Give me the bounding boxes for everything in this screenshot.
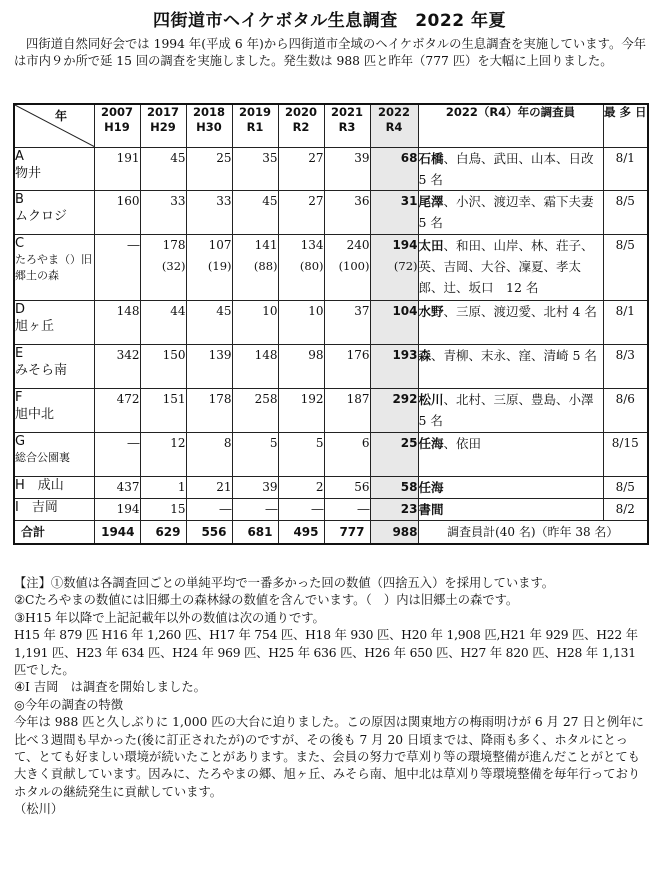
best-day-cell: 8/2 [603,499,648,521]
count-cell: 342 [94,345,140,389]
total-cell: 556 [186,521,232,545]
site-name: ムクロジ [15,209,68,224]
best-day-cell: 8/5 [603,191,648,235]
year-header: 2021 R3 [324,104,370,148]
count-cell: 148 [94,301,140,345]
site-cell [14,235,94,301]
old-forest-count: (19) [207,259,232,273]
members-header: 2022（R4）年の調査員 [418,104,603,148]
count-cell: 187 [324,389,370,433]
table-row [14,148,648,191]
site-cell [14,477,94,499]
site-cell [14,301,94,345]
count-cell: 27 [278,148,324,191]
count-cell: ― [94,433,140,477]
document-title: 四街道市ヘイケボタル生息調査 2022 年夏 [153,11,506,31]
members-cell [418,148,607,191]
members-cell [418,499,603,521]
team-members: 、依田 [443,436,482,451]
site-name: 旭中北 [15,407,55,422]
count-cell: 25 [186,148,232,191]
intro-paragraph: 四街道自然同好会では 1994 年(平成 6 年)から四街道市全域のヘイケボタルの生息調査を実施しています。今年は市内９か所で延 15 回の調査を実施しました。発生数は 988 匹と昨年（777 匹）を大幅に上回りました。 [14,37,646,69]
count-cell-2022: 194 (72) [370,235,418,301]
year-header: 2020 R2 [278,104,324,148]
count-cell: 5 [278,433,324,477]
count-cell: 10 [278,301,324,345]
old-forest-count: (100) [338,259,370,273]
site-cell [14,148,94,191]
site-code: G [15,434,26,449]
table-row [14,499,648,521]
count-cell: 176 [324,345,370,389]
count-cell-2022: 31 [370,191,418,235]
team-leader: 水野 [418,304,444,319]
count-cell: ― [324,499,370,521]
total-cell: 629 [140,521,186,545]
features-heading: ◎今年の調査の特徴 [14,697,124,712]
count-cell: ― [186,499,232,521]
count-cell: 36 [324,191,370,235]
site-code: D [15,302,26,317]
count-cell: 12 [140,433,186,477]
total-cell: 777 [324,521,370,545]
count-cell: 2 [278,477,324,499]
site-cell [14,191,94,235]
count-cell: 151 [140,389,186,433]
count-cell: 44 [140,301,186,345]
count-cell: ― [232,499,278,521]
site-code: A [15,149,24,164]
count-cell: 15 [140,499,186,521]
site-cell [14,345,94,389]
count-cell-2022: 58 [370,477,418,499]
team-leader: 松川 [418,392,444,407]
count-cell: 240 (100) [324,235,370,301]
count-cell: 141 (88) [232,235,278,301]
total-cell: 495 [278,521,324,545]
count-cell: 45 [186,301,232,345]
site-name: 吉岡 [31,500,58,515]
total-label: 合計 [14,521,94,545]
site-cell [14,499,94,521]
best-day-cell: 8/3 [603,345,648,389]
corner-cell [14,104,94,148]
count-cell-2022: 193 [370,345,418,389]
team-members: 、白鳥、武田、山本、日改 5 名 [418,151,607,187]
total-row [14,521,648,545]
notes-section [14,575,646,819]
count-cell: 1 [140,477,186,499]
count-cell: 45 [232,191,278,235]
count-cell: 178 (32) [140,235,186,301]
count-cell: 194 [94,499,140,521]
site-code: H [15,478,25,493]
count-cell: 192 [278,389,324,433]
count-cell: 35 [232,148,278,191]
note-1: 【注】①数値は各調査回ごとの単純平均で一番多かった回の数値（四捨五入）を採用しています。 [14,576,555,590]
site-cell [14,389,94,433]
site-code: F [15,390,23,405]
count-cell: ― [94,235,140,301]
count-cell-2022: 68 [370,148,418,191]
members-cell [418,477,603,499]
team-leader: 書間 [418,502,444,517]
members-cell [418,389,607,433]
old-forest-count: (80) [299,259,324,273]
team-leader: 任海 [418,436,444,451]
team-leader: 石橋 [418,151,444,166]
count-cell-2022: 292 [370,389,418,433]
members-cell [418,433,603,477]
best-day-header: 最 多 日 [603,104,648,148]
features-paragraph: 今年は 988 匹と久しぶりに 1,000 匹の大台に迫りました。この原因は関東地方の梅雨明けが 6 月 27 日と例年に比べ３週間も早かった(後に訂正されたが)のですが、その後も 7 月 20 日頃までは、降雨も多く、ホタルにとって、とても好ましい環境が続いたことがあります。また、会員の努力で草刈り等の環境整備が進んだことがとても大きく貢献しています。因みに、たろやまの郷、旭ヶ丘、みそら南、旭中北は草刈り等環境整備を毎年行っておりホタルの継続発生に貢献しています。 [14,715,644,799]
table-row [14,235,648,301]
site-name: たろやま（）旧郷土の森 [15,253,92,282]
year-header-current: 2022 R4 [370,104,418,148]
count-cell: ― [278,499,324,521]
count-cell: 6 [324,433,370,477]
year-header: 2018 H30 [186,104,232,148]
best-day-cell: 8/1 [603,301,648,345]
table-header-row [14,104,648,148]
team-members: 、三原、渡辺愛、北村 4 名 [443,304,597,319]
old-forest-count: (32) [161,259,186,273]
survey-table [13,103,649,545]
note-2: ②Cたろやまの数値には旧郷土の森林縁の数値を含んでいます。（ ）内は旧郷土の森です。 [14,593,519,608]
count-cell: 39 [232,477,278,499]
site-name: 旭ヶ丘 [15,319,55,334]
team-members: 、青柳、末永、窪、清崎 5 名 [431,348,597,363]
team-leader: 太田 [418,238,444,253]
total-cell: 1944 [94,521,140,545]
table-row [14,345,648,389]
count-cell: 10 [232,301,278,345]
count-cell: 258 [232,389,278,433]
members-cell [418,301,603,345]
site-name: 物井 [15,166,42,181]
count-cell-2022: 104 [370,301,418,345]
count-cell: 98 [278,345,324,389]
table-row [14,301,648,345]
year-header: 2017 H29 [140,104,186,148]
team-members: 、北村、三原、豊島、小澤 5 名 [418,392,607,428]
site-code: E [15,346,24,361]
site-code: B [15,192,24,207]
site-name: 成山 [37,478,64,493]
table-row [14,389,648,433]
count-cell: 5 [232,433,278,477]
old-forest-count: (88) [253,259,278,273]
table-row [14,191,648,235]
count-cell: 134 (80) [278,235,324,301]
table-row [14,477,648,499]
table-row [14,433,648,477]
team-leader: 森 [418,348,432,363]
count-cell: 27 [278,191,324,235]
site-name: 総合公園裏 [15,451,70,464]
count-cell-2022: 23 [370,499,418,521]
count-cell: 21 [186,477,232,499]
year-header: 2007 H19 [94,104,140,148]
corner-label: 年 [55,109,68,123]
count-cell: 107 (19) [186,235,232,301]
total-members: 調査員計(40 名)（昨年 38 名） [418,521,648,545]
best-day-cell: 8/6 [603,389,648,433]
count-cell: 33 [186,191,232,235]
team-members: 、小沢、渡辺幸、霜下夫妻 5 名 [418,194,607,230]
best-day-cell: 8/5 [603,477,648,499]
count-cell: 191 [94,148,140,191]
count-cell: 56 [324,477,370,499]
count-cell: 178 [186,389,232,433]
site-code: I [15,500,19,515]
count-cell: 139 [186,345,232,389]
count-cell: 37 [324,301,370,345]
count-cell: 160 [94,191,140,235]
count-cell: 437 [94,477,140,499]
count-cell: 148 [232,345,278,389]
count-cell: 39 [324,148,370,191]
note-4: ④I 吉岡 は調査を開始しました。 [14,680,206,695]
members-cell [418,235,603,301]
old-forest-count: (72) [393,259,418,273]
author: （松川） [14,802,64,817]
count-cell: 8 [186,433,232,477]
total-cell: 681 [232,521,278,545]
site-code: C [15,236,25,251]
year-header: 2019 R1 [232,104,278,148]
team-members: 、和田、山岸、林、荘子、英、吉岡、大谷、凜夏、孝太郎、辻、坂口 12 名 [418,238,594,295]
count-cell: 472 [94,389,140,433]
site-cell [14,433,94,477]
count-cell: 45 [140,148,186,191]
team-leader: 任海 [418,480,444,495]
team-leader: 尾澤 [418,194,444,209]
members-cell [418,345,603,389]
total-cell-2022: 988 [370,521,418,545]
site-name: みそら南 [15,363,68,378]
best-day-cell: 8/5 [603,235,648,301]
count-cell: 33 [140,191,186,235]
count-cell-2022: 25 [370,433,418,477]
best-day-cell: 8/15 [603,433,648,477]
members-cell [418,191,607,235]
note-3: ③H15 年以降で上記記載年以外の数値は次の通りです。 [14,610,325,625]
count-cell: 150 [140,345,186,389]
best-day-cell: 8/1 [603,148,648,191]
note-3-values: H15 年 879 匹 H16 年 1,260 匹、H17 年 754 匹、H18 年 930 匹、H20 年 1,908 匹,H21 年 929 匹、H22 年 1,191 匹、H23 年 634 匹、H24 年 969 匹、H25 年 636 匹、H26 年 650 匹、H27 年 820 匹、H28 年 1,131 匹でした。 [14,628,638,678]
